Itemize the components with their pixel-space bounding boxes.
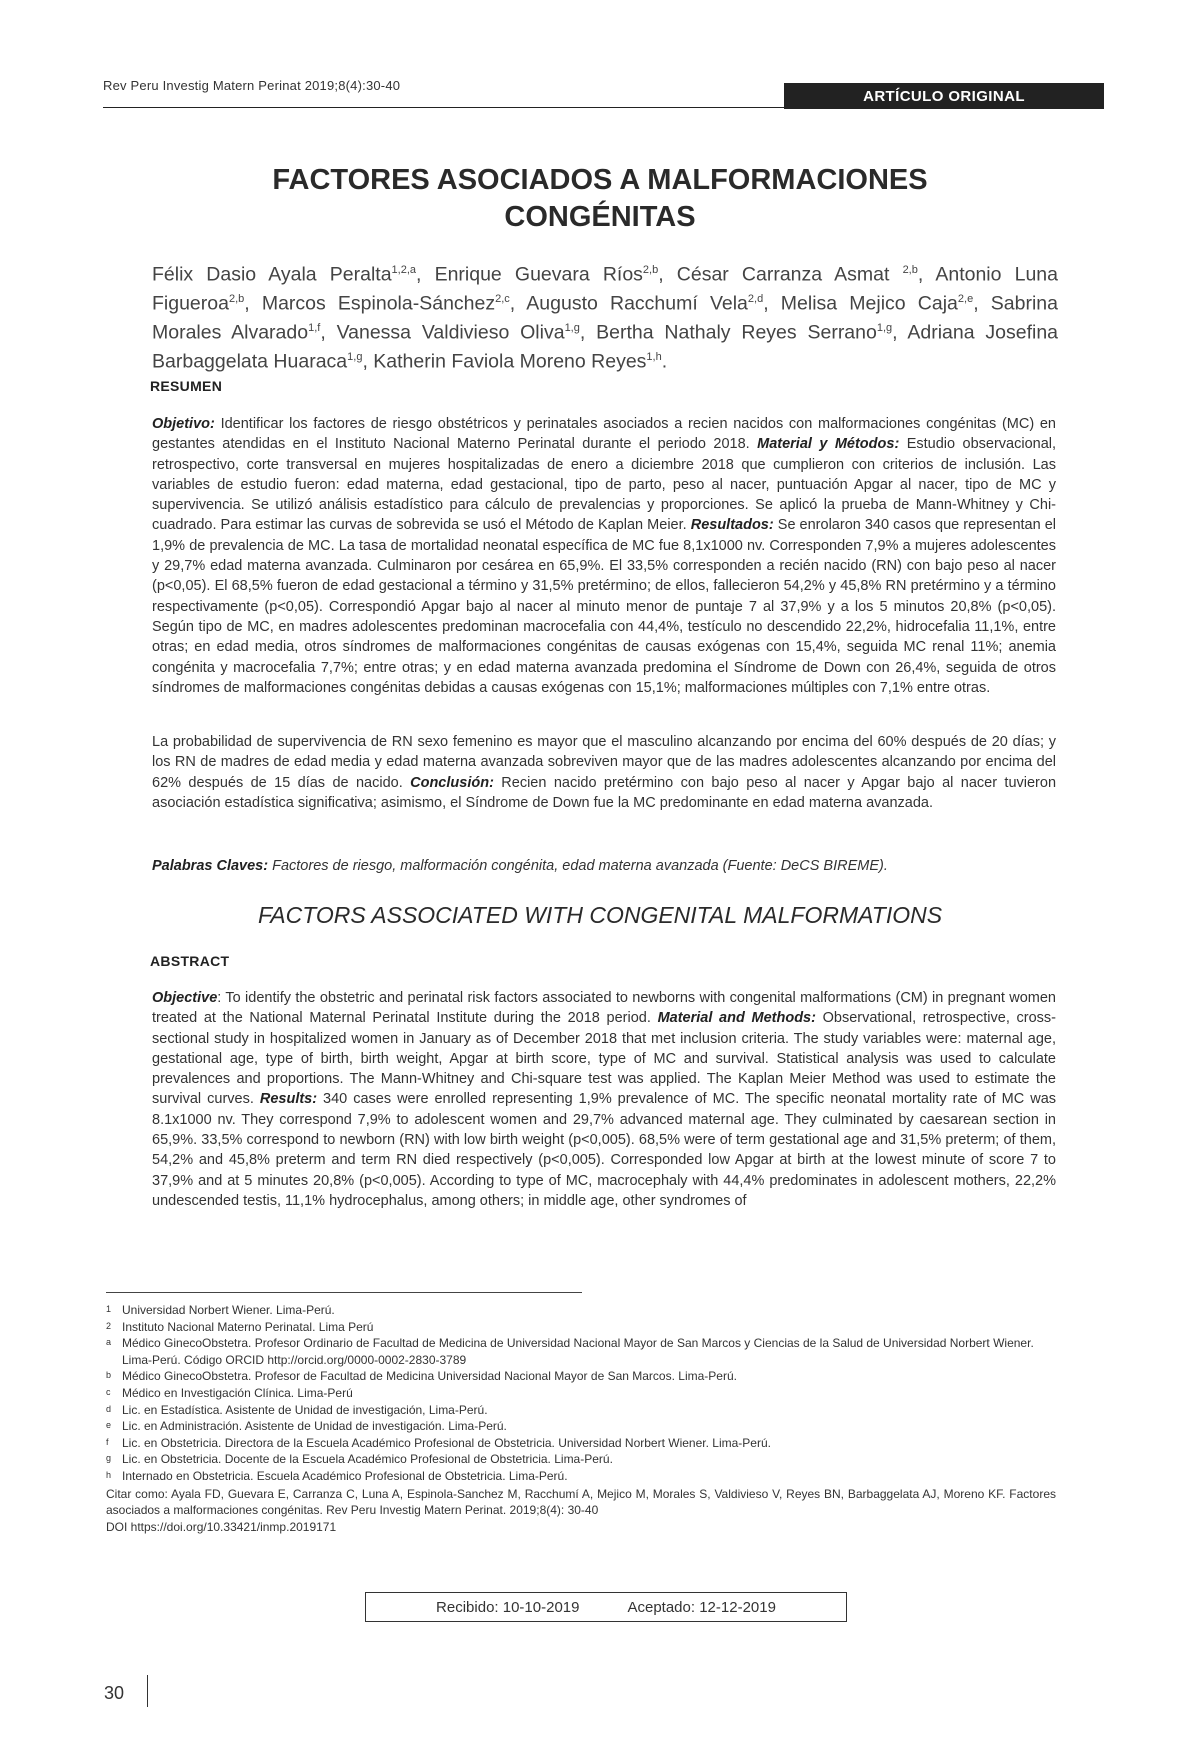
footnote-item: [106, 1335, 1056, 1368]
conclusion-text: Recien nacido pretérmino con bajo peso al nacer y Apgar bajo al nacer tuvieron asociación estadística significativa; asimismo, el Síndrome de Down fue la MC predominante en edad materna avanzada.: [152, 774, 1057, 811]
objetivo-label: Objetivo:: [152, 416, 215, 432]
resumen-paragraph: [152, 414, 1056, 698]
resumen-heading: RESUMEN: [150, 378, 223, 394]
footnote-text: Médico en Investigación Clínica. Lima-Perú: [122, 1385, 353, 1400]
footnote-text: Instituto Nacional Materno Perinatal. Lima Perú: [122, 1319, 374, 1334]
author-name: Augusto Racchumí Vela: [526, 292, 748, 315]
footnote-item: [106, 1385, 1056, 1402]
footnote-text: Lic. en Obstetricia. Directora de la Escuela Académico Profesional de Obstetricia. Universidad Norbert Wiener. Lima-Perú.: [122, 1435, 771, 1450]
footnote-text: Lic. en Estadística. Asistente de Unidad de investigación, Lima-Perú.: [122, 1402, 488, 1417]
author-name: César Carranza Asmat: [676, 263, 903, 286]
title-line-2: CONGÉNITAS: [504, 201, 696, 233]
footnote-item: [106, 1302, 1056, 1319]
author-name: Marcos Espinola-Sánchez: [261, 292, 496, 315]
objective-text: : To identify the obstetric and perinatal risk factors associated to newborns with congenital malformations (CM) in pregnant women treated at the National Maternal Perinatal Institute during the 2018 period.: [152, 990, 1056, 1027]
section-label: ARTÍCULO ORIGINAL: [784, 83, 1104, 109]
author-affiliation: 1,g: [564, 322, 580, 334]
footnote-item: [106, 1435, 1056, 1452]
footnote-mark: a: [106, 1337, 112, 1348]
author-name: Adriana Josefina Barbaggelata Huaraca: [152, 321, 1059, 373]
title-line-1: FACTORES ASOCIADOS A MALFORMACIONES: [272, 164, 928, 196]
methods-text: Observational, retrospective, cross-sectional study in hospitalized women in January as of December 2018 that met inclusion criteria. The study variables were: maternal age, gestational age, type of birth, birth weight, Apgar at birth score, type of MC and survival. Statistical analysis was used to calculate prevalences and proportions. The Mann-Whitney and Chi-square test was applied. The Kaplan Meier Method was used to estimate the survival curves.: [152, 1010, 1056, 1108]
footnote-mark: d: [106, 1403, 112, 1414]
author-affiliation: 2,e: [957, 293, 974, 305]
keywords-label: Palabras Claves:: [152, 858, 269, 874]
footnote-text: Lic. en Administración. Asistente de Unidad de investigación. Lima-Perú.: [122, 1419, 507, 1434]
footnote-mark: f: [106, 1436, 109, 1447]
footnote-text: Internado en Obstetricia. Escuela Académico Profesional de Obstetricia. Lima-Perú.: [122, 1468, 568, 1483]
footnotes: [106, 1302, 1056, 1535]
dates-box: [365, 1592, 847, 1622]
metodos-text: Estudio observacional, retrospectivo, corte transversal en mujeres hospitalizadas de enero a diciembre 2018 que cumplieron con criterios de inclusión. Las variables de estudio fueron: edad materna, edad gestacional, tipo de parto, peso al nacer, puntuación Apgar al nacer, tipo de MC y supervivencia. Se utilizó análisis estadístico para cálculo de prevalencias y proporciones. Se aplicó la prueba de Mann-Whitney y Chi-cuadrado. Para estimar las curvas de sobrevida se usó el Método de Kaplan Meier.: [152, 436, 1057, 534]
footnote-mark: 1: [106, 1304, 112, 1314]
accepted-date: Aceptado: 12-12-2019: [627, 1598, 776, 1616]
methods-label: Material and Methods:: [657, 1010, 816, 1027]
author-affiliation: 2,b: [228, 293, 245, 305]
author-name: Enrique Guevara Ríos: [434, 263, 643, 286]
footnote-item: [106, 1368, 1056, 1385]
author-list: Félix Dasio Ayala Peralta$^{1,2,a}$, Enrique Guevara Ríos$^{2,b}$, César Carranza Asmat $^{2,b}$, Antonio Luna Figueroa$^{2,b}$, Marcos Espinola-Sánchez$^{2,c}$, Augusto Racchumí Vela$^{2,d}$, Melisa Mejico Caja$^{2,e}$, Sabrina Morales Alvarado$^{1,f}$, Vanessa Valdivieso Oliva$^{1,g}$, Bertha Nathaly Reyes Serrano$^{1,g}$, Adriana Josefina Barbaggelata Huaraca$^{1,g}$, Katherin Faviola Moreno Reyes$^{1,h}$.: [152, 263, 1059, 373]
author-affiliation: 2,b: [642, 264, 659, 276]
objective-label: Objective: [152, 990, 218, 1006]
footnote-mark: 2: [106, 1320, 112, 1331]
footnote-list: [106, 1302, 1056, 1485]
author-name: Sabrina Morales Alvarado: [152, 292, 1058, 344]
author-name: Antonio Luna Figueroa: [152, 263, 1058, 315]
results-text: 340 cases were enrolled representing 1,9% prevalence of MC. The specific neonatal mortality rate of MC was 8.1x1000 nv. They correspond 7,9% to adolescent women and 29,7% advanced maternal age. They culminated by caesarean section in 65,9%. 33,5% correspond to newborn (RN) with low birth weight (p<0,005). 68,5% were of term gestational age and 31,5% preterm; of them, 54,2% and 45,8% preterm and term RN died respectively (p<0,005). Corresponded low Apgar at birth at the lowest minute of score 7 to 37,9% and at 5 minutes 20,8% (p<0,005). According to type of MC, macrocephaly with 44,4% predominates in adolescent mothers, 22,2% undescended testis, 11,1% hydrocephalus, among others; in middle age, other syndromes of: [152, 1091, 1057, 1209]
resultados-text: Se enrolaron 340 casos que representan el 1,9% de prevalencia de MC. La tasa de mortalidad neonatal específica de MC fue 8,1x1000 nv. Corresponden 7,9% a mujeres adolescentes y 29,7% edad materna avanzada. Culminaron por cesárea en 65,9%. El 33,5% corresponden a recién nacido (RN) con bajo peso al nacer (p<0,05). El 68,5% fueron de edad gestacional a término y 31,5% pretérmino; de ellos, fallecieron 54,2% y 45,8% RN pretérmino y a término respectivamente (p<0,05). Correspondió Apgar bajo al nacer al minuto menor de puntaje 7 al 37,9% y a los 5 minutos 20,8% (p<0,05). Según tipo de MC, en madres adolescentes predominan macrocefalia con 44,4%, testículo no descendido 22,2%, hidrocefalia 11,1%, entre otras; en edad media, otros síndromes de malformaciones congénitas de causas exógenas con 15,4%, seguida MC renal 11%; anemia congénita y macrocefalia 7,7%; entre otras; y en edad materna avanzada predomina el Síndrome de Down con 26,4%, seguida de otros síndromes de malformaciones congénitas debidas a causas exógenas con 15,1%; malformaciones múltiples con 7,1% entre otras.: [152, 517, 1057, 696]
footnote-mark: h: [106, 1469, 112, 1480]
author-affiliation: 1,2,a: [391, 264, 417, 276]
english-title: FACTORS ASSOCIATED WITH CONGENITAL MALFORMATIONS: [257, 902, 943, 928]
author-name: Katherin Faviola Moreno Reyes: [373, 350, 647, 373]
survival-text: La probabilidad de supervivencia de RN sexo femenino es mayor que el masculino alcanzando por encima del 60% después de 20 días; y los RN de madres de edad media y edad materna avanzada sobreviven mayor que de las madres adolescentes alcanzando por encima del 62% después de 15 días de nacido.: [152, 734, 1056, 791]
page-number: 30: [104, 1683, 125, 1703]
footnote-rule: [106, 1292, 582, 1293]
resumen-paragraph-2: [152, 732, 1056, 813]
running-head: Rev Peru Investig Matern Perinat 2019;8(4):30-40: [103, 78, 401, 93]
resultados-label: Resultados:: [690, 517, 774, 534]
article-title: [150, 162, 1050, 236]
footnote-text: Lic. en Obstetricia. Docente de la Escuela Académico Profesional de Obstetricia. Lima-Perú.: [122, 1452, 613, 1467]
footnote-text: Médico GinecoObstetra. Profesor Ordinario de Facultad de Medicina de Universidad Nacional Mayor de San Marcos y Ciencias de la Salud de Universidad Norbert Wiener. Lima-Perú. Código ORCID http://orcid.org/0000-0002-2830-3789: [122, 1336, 1034, 1367]
footnote-text: Médico GinecoObstetra. Profesor de Facultad de Medicina Universidad Nacional Mayor de San Marcos. Lima-Perú.: [122, 1369, 737, 1384]
page-number-rule: [147, 1675, 148, 1707]
keywords: [152, 856, 1056, 876]
results-label: Results:: [259, 1091, 318, 1108]
footnote-item: [106, 1402, 1056, 1419]
header-rule: [103, 107, 784, 108]
received-date: Recibido: 10-10-2019: [436, 1598, 580, 1616]
footnote-item: [106, 1468, 1056, 1485]
conclusion-label: Conclusión:: [410, 774, 494, 791]
author-affiliation: 1,h: [646, 351, 662, 363]
metodos-label: Material y Métodos:: [757, 436, 900, 453]
keywords-text: Factores de riesgo, malformación congénita, edad materna avanzada (Fuente: DeCS BIREME).: [268, 858, 888, 874]
footnote-mark: c: [106, 1386, 111, 1397]
citation: Citar como: Ayala FD, Guevara E, Carranza C, Luna A, Espinola-Sanchez M, Racchumí A, Mejico M, Morales S, Valdivieso V, Reyes BN, Barbaggelata AJ, Moreno KF. Factores asociados a malformaciones congénitas. Rev Peru Investig Matern Perinat. 2019;8(4): 30-40: [106, 1486, 1056, 1518]
author-affiliation: 1,g: [876, 322, 893, 334]
footnote-item: [106, 1319, 1056, 1336]
author-name: Bertha Nathaly Reyes Serrano: [596, 321, 877, 344]
author-affiliation: 2,d: [747, 293, 764, 305]
abstract-paragraph: [152, 988, 1056, 1211]
footnote-item: [106, 1418, 1056, 1435]
author-name: Melisa Mejico Caja: [780, 292, 958, 315]
author-name: Félix Dasio Ayala Peralta: [152, 263, 392, 286]
author-affiliation: 2,c: [495, 293, 510, 305]
doi: DOI https://doi.org/10.33421/inmp.2019171: [106, 1519, 337, 1534]
footnote-mark: g: [106, 1453, 112, 1464]
author-affiliation: 1,g: [347, 351, 363, 363]
footnote-mark: b: [106, 1370, 112, 1381]
objetivo-text: Identificar los factores de riesgo obstétricos y perinatales asociados a recien nacidos con malformaciones congénitas (MC) en gestantes atendidas en el Instituto Nacional Materno Perinatal durante el periodo 2018.: [152, 416, 1056, 453]
author-affiliation: 2,b: [902, 264, 918, 276]
author-affiliation: 1,f: [308, 322, 321, 334]
abstract-heading: ABSTRACT: [150, 953, 230, 969]
footnote-text: Universidad Norbert Wiener. Lima-Perú.: [122, 1303, 335, 1317]
footnote-mark: e: [106, 1420, 112, 1431]
footnote-item: [106, 1451, 1056, 1468]
author-name: Vanessa Valdivieso Oliva: [336, 321, 565, 344]
